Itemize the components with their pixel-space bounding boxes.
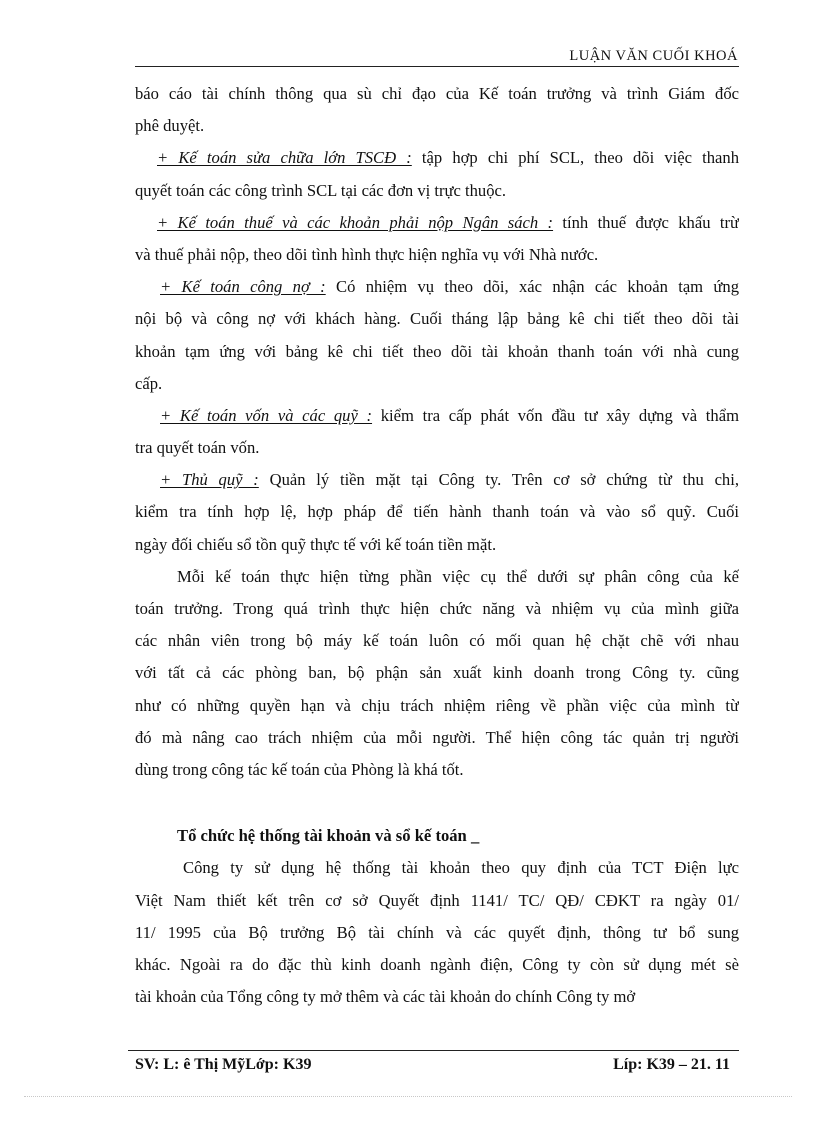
item-text: kiểm tra cấp phát vốn đầu tư xây dựng và thẩm bbox=[372, 405, 739, 425]
text-line: dùng trong công tác kế toán của Phòng là khá tốt. bbox=[135, 759, 464, 779]
text-line: quyết toán các công trình SCL tại các đơn vị trực thuộc. bbox=[135, 180, 507, 200]
text-line: ngày đối chiếu sổ tồn quỹ thực tế với kế toán tiền mặt. bbox=[135, 534, 497, 554]
text-line: Việt Nam thiết kết trên cơ sở Quyết định 1141/ TC/ QĐ/ CĐKT ra ngày 01/ bbox=[135, 890, 739, 910]
item-text: Quản lý tiền mặt tại Công ty. Trên cơ sở chứng từ thu chi, bbox=[258, 470, 739, 490]
text-line: báo cáo tài chính thông qua sù chỉ đạo của Kế toán trưởng và trình Giám đốc bbox=[135, 84, 739, 103]
paragraph-accountant-duties bbox=[135, 561, 739, 786]
paragraph-fixed-asset-repair bbox=[135, 142, 739, 206]
paragraph-capital-funds bbox=[135, 400, 739, 464]
text-line: cấp. bbox=[135, 373, 163, 393]
item-lead: + Thủ quỹ : bbox=[160, 470, 259, 490]
footer-class: Líp: K39 – 21. 11 bbox=[613, 1056, 730, 1073]
item-lead: + Kế toán sửa chữa lớn TSCĐ : bbox=[157, 148, 412, 168]
header-rule bbox=[135, 66, 739, 67]
footer-student: SV: L: ê Thị MỹLớp: K39 bbox=[135, 1056, 312, 1073]
header-title: LUẬN VĂN CUỐI KHOÁ bbox=[569, 48, 738, 64]
item-lead: + Kế toán công nợ : bbox=[160, 277, 326, 297]
text-line: với tất cả các phòng ban, bộ phận sản xuất kinh doanh trong Công ty. cũng bbox=[135, 663, 739, 683]
text-line: tra quyết toán vốn. bbox=[135, 438, 260, 458]
text-line: Công ty sử dụng hệ thống tài khoản theo quy định của TCT Điện lực bbox=[183, 858, 739, 878]
item-lead: + Kế toán vốn và các quỹ : bbox=[160, 405, 373, 425]
section-spacer bbox=[135, 786, 739, 820]
paragraph-report-approval bbox=[135, 78, 739, 142]
paragraph-tax-accounting bbox=[135, 207, 739, 271]
text-line: tài khoản của Tổng công ty mở thêm và các tài khoản do chính Công ty mở bbox=[135, 987, 636, 1007]
item-text: tính thuế được khấu trừ bbox=[553, 212, 739, 232]
text-line: các nhân viên trong bộ máy kế toán luôn có mối quan hệ chặt chẽ với nhau bbox=[135, 631, 739, 651]
text-line: Mỗi kế toán thực hiện từng phần việc cụ thể dưới sự phân công của kế bbox=[177, 566, 739, 586]
section-heading: Tổ chức hệ thống tài khoản và sổ kế toán _ bbox=[177, 826, 480, 846]
text-line bbox=[135, 271, 739, 303]
text-line: khác. Ngoài ra do đặc thù kinh doanh ngành điện, Công ty còn sử dụng mét sè bbox=[135, 954, 739, 974]
item-lead: + Kế toán thuế và các khoản phải nộp Ngân sách : bbox=[157, 212, 554, 232]
text-line: 11/ 1995 của Bộ trưởng Bộ tài chính và các quyết định, thông tư bổ sung bbox=[135, 922, 739, 942]
item-text: tập hợp chi phí SCL, theo dõi việc thanh bbox=[411, 148, 739, 168]
text-line bbox=[135, 207, 739, 239]
text-line: như có những quyền hạn và chịu trách nhiệm riêng về phần việc của mình từ bbox=[135, 695, 739, 715]
document-body bbox=[135, 78, 739, 1013]
text-line bbox=[135, 142, 739, 174]
text-line: khoản tạm ứng với bảng kê chi tiết theo dõi tài khoản thanh toán với nhà cung bbox=[135, 341, 739, 361]
text-line: nội bộ và công nợ với khách hàng. Cuối tháng lập bảng kê chi tiết theo dõi tài bbox=[135, 309, 739, 329]
text-line: toán trưởng. Trong quá trình thực hiện chức năng và nhiệm vụ của mình giữa bbox=[135, 599, 739, 618]
text-line bbox=[135, 464, 739, 496]
footer-rule bbox=[128, 1050, 739, 1051]
text-line bbox=[135, 400, 739, 432]
paragraph-cashier bbox=[135, 464, 739, 561]
paragraph-debt-accounting bbox=[135, 271, 739, 400]
text-line: đó mà nâng cao trách nhiệm của mỗi người. Thể hiện công tác quản trị người bbox=[135, 727, 739, 747]
text-line: và thuế phải nộp, theo dõi tình hình thực hiện nghĩa vụ với Nhà nước. bbox=[135, 244, 599, 264]
text-line: phê duyệt. bbox=[135, 116, 205, 136]
page-edge bbox=[24, 1096, 792, 1097]
item-text: Có nhiệm vụ theo dõi, xác nhận các khoản tạm ứng bbox=[325, 277, 739, 297]
paragraph-account-system bbox=[135, 852, 739, 1013]
text-line: kiểm tra tính hợp lệ, hợp pháp để tiến hành thanh toán và vào sổ quỹ. Cuối bbox=[135, 502, 739, 522]
